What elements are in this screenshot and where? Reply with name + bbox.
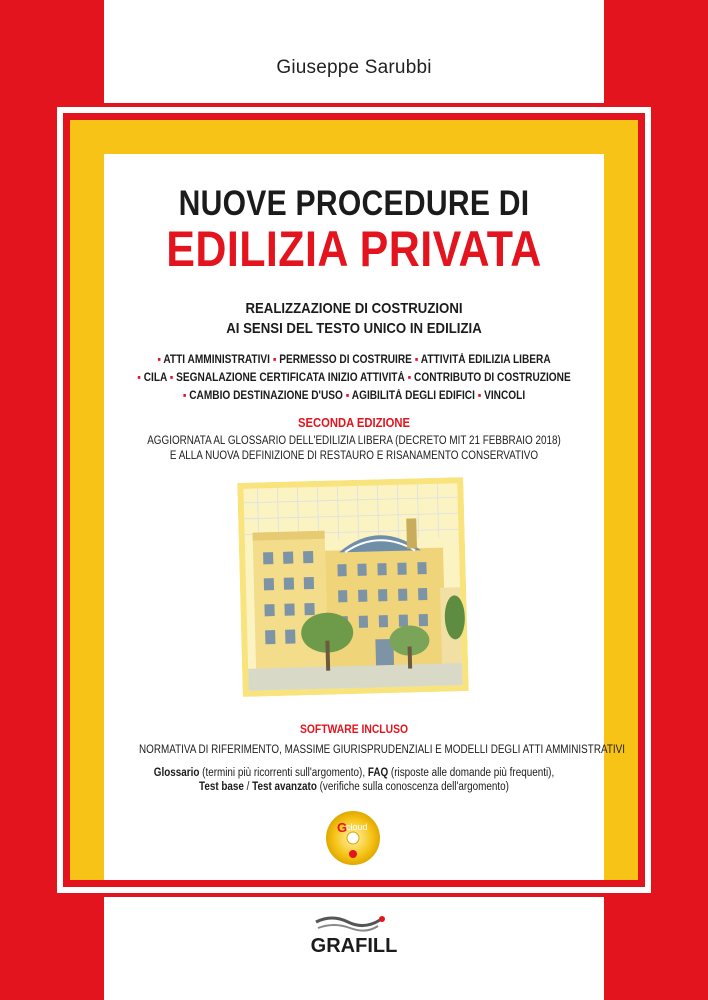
top-white-strip <box>104 0 604 103</box>
topic: CONTRIBUTO DI COSTRUZIONE <box>414 372 571 384</box>
topics-row-2 <box>134 372 574 384</box>
bullet-icon: ▪ <box>169 372 177 384</box>
cloud-text: cloud <box>346 822 368 832</box>
subtitle-line-2: AI SENSI DEL TESTO UNICO IN EDILIZIA <box>226 320 482 337</box>
topic: AGIBILITÀ DEGLI EDIFICI <box>351 390 475 402</box>
update-line-2: E ALLA NUOVA DEFINIZIONE DI RESTAURO E RISANAMENTO CONSERVATIVO <box>169 450 539 462</box>
topic: CAMBIO DESTINAZIONE D'USO <box>189 390 343 402</box>
publisher-logo <box>302 910 406 960</box>
topic: ATTIVITÀ EDILIZIA LIBERA <box>420 354 551 366</box>
content-panel <box>104 154 625 880</box>
bullet-icon: ▪ <box>345 390 352 402</box>
bullet-icon: ▪ <box>407 372 415 384</box>
topic: CILA <box>143 372 167 384</box>
publisher-name: GRAFILL <box>310 935 398 957</box>
building-illustration <box>237 477 469 697</box>
title-line-1: NUOVE PROCEDURE DI <box>178 184 530 223</box>
bullet-icon: ▪ <box>272 354 280 366</box>
topics-row-1 <box>134 354 574 366</box>
author-name: Giuseppe Sarubbi <box>276 57 432 78</box>
cloud-letter: G <box>337 820 348 835</box>
cloud-cd-icon <box>325 810 381 866</box>
software-description: NORMATIVA DI RIFERIMENTO, MASSIME GIURISPRUDENZIALI E MODELLI DEGLI ATTI AMMINISTRATIVI <box>139 744 625 756</box>
update-line-1: AGGIORNATA AL GLOSSARIO DELL'EDILIZIA LIBERA (DECRETO MIT 21 FEBBRAIO 2018) <box>147 435 561 447</box>
topic: ATTI AMMINISTRATIVI <box>163 354 271 366</box>
topic: SEGNALAZIONE CERTIFICATA INIZIO ATTIVITÀ <box>176 372 405 384</box>
topic: VINCOLI <box>484 390 526 402</box>
topic: PERMESSO DI COSTRUIRE <box>279 354 412 366</box>
topics-row-3 <box>134 390 574 402</box>
bullet-icon: ▪ <box>157 354 164 366</box>
features-line-2: Test base / Test avanzato (verifiche sulla conoscenza dell'argomento) <box>199 781 509 793</box>
subtitle-line-1: REALIZZAZIONE DI COSTRUZIONI <box>245 300 463 317</box>
bullet-icon: ▪ <box>137 372 144 384</box>
title-line-2: EDILIZIA PRIVATA <box>166 221 542 277</box>
edition-label: SECONDA EDIZIONE <box>297 416 411 430</box>
features-line-1: Glossario (termini più ricorrenti sull'argomento), FAQ (risposte alle domande più frequenti), <box>153 767 555 779</box>
bullet-icon: ▪ <box>414 354 421 366</box>
bullet-icon: ▪ <box>182 390 190 402</box>
bullet-icon: ▪ <box>477 390 485 402</box>
software-title: SOFTWARE INCLUSO <box>299 724 409 736</box>
